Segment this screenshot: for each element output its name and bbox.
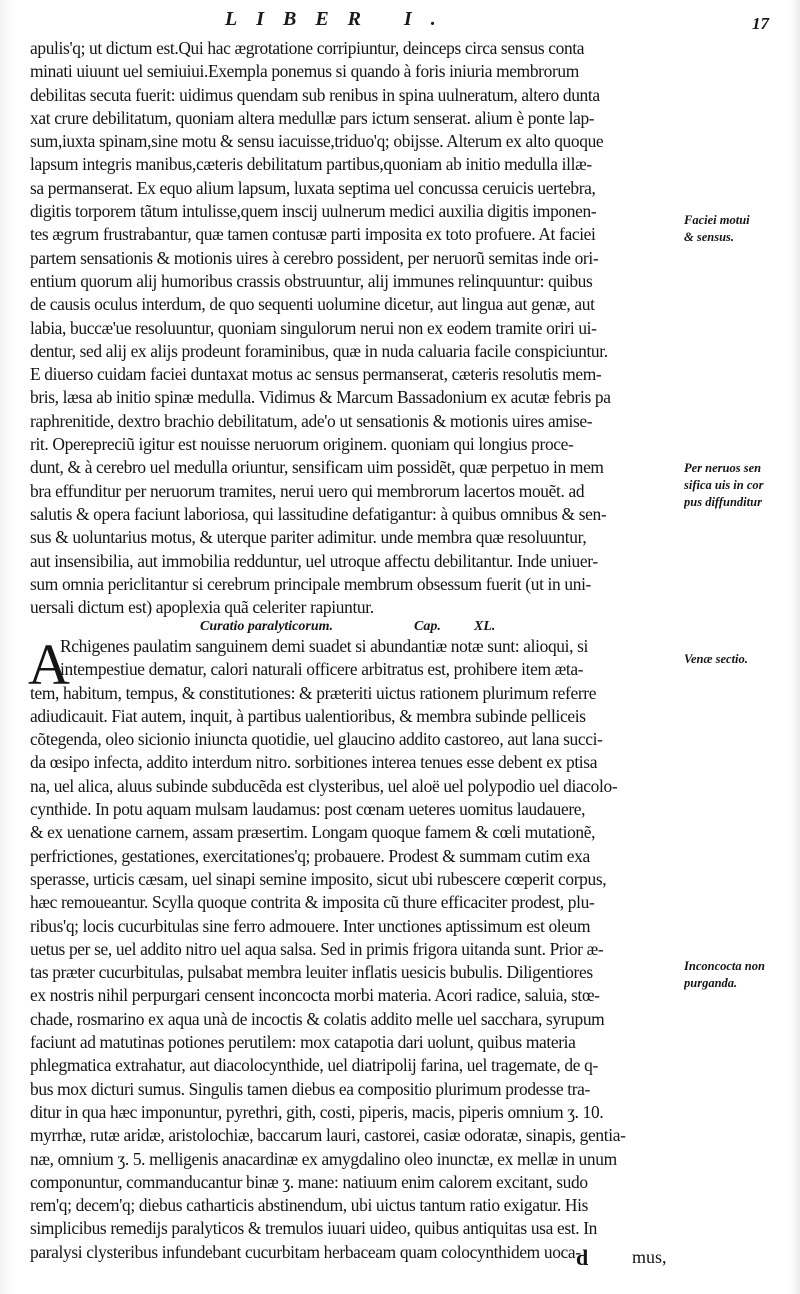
margin-note-line: Venæ sectio. — [684, 652, 748, 666]
text-line: sa permanserat. Ex equo alium lapsum, luxata septima uel concussa ceruicis uertebra, — [30, 177, 596, 198]
margin-note-line: Inconcocta non — [684, 959, 765, 973]
text-line: cynthide. In potu aquam mulsam laudamus: post cœnam ueteres uomitus laudauere, — [30, 799, 586, 820]
text-line: myrrhæ, rutæ aridæ, aristolochiæ, baccarum lauri, castorei, casiæ odoratæ, sinapis, gentia- — [30, 1125, 626, 1146]
text-line: rit. Operepreciũ igitur est nouisse neruorum originem. quoniam qui longius proce- — [30, 434, 574, 455]
text-line: lapsum integris manibus,cæteris debilitatum partibus,quoniam ab initio medulla illæ- — [30, 154, 592, 175]
margin-note-nerui — [684, 460, 796, 511]
margin-note-line: Faciei motui — [684, 213, 750, 227]
margin-note-venae-sectio — [684, 651, 796, 668]
text-line: simplicibus remedijs paralyticos & tremulos iuuari uideo, quibus antiquitas usa est. In — [30, 1218, 598, 1239]
text-line: raphrenitide, dextro brachio debilitatum, ade'o ut sensationis & motionis uires amise- — [30, 410, 593, 431]
text-line: xat crure debilitatum, quoniam altera medullæ pars ictum senserat. alium è ponte lap- — [30, 107, 595, 128]
text-line: sum,iuxta spinam,sine motu & sensu iacuisse,triduo'q; obijsse. Alterum ex alto quoque — [30, 131, 604, 152]
margin-note-line: Per neruos sen — [684, 461, 762, 475]
text-line: uersali dictum est) apoplexia quã celeriter rapiuntur. — [30, 597, 374, 618]
margin-note-inconcocta — [684, 958, 796, 992]
chapter-number: XL. — [474, 619, 496, 634]
margin-note-line: & sensus. — [684, 230, 735, 244]
text-line: debilitas secuta fuerit: uidimus quendam sub renibus in spina uulneratum, altero dunta — [30, 84, 600, 105]
text-line: hæc remoueantur. Scylla quoque contrita & imposita cũ thure efficaciter prodest, plu- — [30, 892, 595, 913]
text-line: E diuerso cuidam faciei duntaxat motus ac sensus permanserat, cæteris resolutis mem- — [30, 364, 602, 385]
text-line: tes ægrum frustrabantur, quæ tamen contusæ parti imposita ex toto profuere. At faciei — [30, 224, 596, 245]
text-line: ditur in qua hæc imponuntur, pyrethri, gith, costi, piperis, macis, piperis omnium ʒ. 10. — [30, 1101, 604, 1122]
text-line: componuntur, commanducantur binæ ʒ. mane: natiuum enim calorem excitant, sudo — [30, 1171, 588, 1192]
page-footer — [0, 1245, 680, 1273]
chapter-cap-label: Cap. — [414, 619, 441, 634]
chapter-title: Curatio paralyticorum. — [200, 619, 334, 634]
text-line: perfrictiones, gestationes, exercitationes'q; probauere. Prodest & summam cutim exa — [30, 845, 590, 866]
text-line: aut insensibilia, aut immobilia redduntur, uel utroque affectu debilitantur. Inde uniuer- — [30, 550, 598, 571]
folio-number: 17 — [752, 14, 769, 33]
catchword: mus, — [632, 1247, 667, 1267]
text-line: næ, omnium ʒ. 5. melligenis anacardinæ ex amygdalino oleo inunctæ, ex mellæ in unum — [30, 1148, 617, 1169]
margin-note-line: purganda. — [684, 976, 738, 990]
text-line: salutis & opera faciunt laboriosa, qui lassitudine defatigantur: à quibus omnibus & sen- — [30, 503, 607, 524]
text-line: dunt, & à cerebro uel medulla oriuntur, sensificam uim possidẽt, quæ perpetuo in mem — [30, 457, 604, 478]
text-line: cõtegenda, oleo sicionio iniuncta quotidie, uel glaucino addito castoreo, aut lana succi- — [30, 729, 603, 750]
running-title: LIBER I. — [225, 8, 455, 30]
text-line: rem'q; decem'q; diebus catharticis abstinendum, ubi uictus tantum ratio exigatur. His — [30, 1195, 588, 1216]
text-line: adiudicauit. Fiat autem, inquit, à partibus ualentioribus, & membra subinde pelliceis — [30, 705, 586, 726]
text-line: intempestiue dematur, calori naturali officere arbitratus est, prohibere item æta- — [60, 659, 584, 680]
text-line: chade, rosmarino ex aqua unà de incoctis & colatis addito melle uel sacchara, syrupum — [30, 1008, 605, 1029]
text-line: sum omnia periclitantur si cerebrum principale membrum obsessum fuerit (ut in uni- — [30, 573, 591, 594]
page-header — [0, 2, 800, 32]
text-line: sperasse, urticis cæsam, uel sinapi semine imposito, sicut ubi rubescere cœperit corpus, — [30, 868, 607, 889]
text-block-bottom — [28, 632, 680, 1270]
text-line: de causis oculus interdum, de quo sequenti uolumine dicetur, aut lingua aut genæ, aut — [30, 294, 595, 315]
text-line: da œsipo infecta, addito interdum nitro. sorbitiones interea tenues esse debent ex ptisa — [30, 752, 598, 773]
text-line: ribus'q; locis cucurbitulas sine ferro admouere. Inter unctiones aptissimum est oleum — [30, 915, 591, 936]
text-line: apulis'q; ut dictum est.Qui hac ægrotatione corripiuntur, deinceps circa sensus conta — [30, 38, 585, 58]
text-line: minati uiuunt uel semiuiui.Exempla ponemus si quando à foris iniuria membrorum — [30, 61, 579, 82]
margin-note-faciei — [684, 212, 796, 246]
text-line: na, uel alica, aluus subinde subducẽda est clysteribus, uel aloë uel polypodio uel diacolo- — [30, 775, 618, 796]
text-line: tas præter cucurbitulas, pulsabat membra leuiter inflatis uesicis bubulis. Diligentiores — [30, 962, 593, 983]
text-line: digitis torporem tãtum intulisse,quem inscij uulnerum medici auxilia digitis imponen- — [30, 201, 597, 222]
text-line: bus mox dicturi sumus. Singulis tamen diebus ea compositio plurimum prodesse tra- — [30, 1078, 590, 1099]
text-line: dentur, sed alij ex alijs prodeunt foraminibus, quæ in nuda caluaria facile conspiciuntur. — [30, 340, 608, 361]
margin-note-line: sifica uis in cor — [684, 478, 764, 492]
text-line: paralysi clysteribus infundebant cucurbitam herbaceam quam colocynthidem uoca- — [30, 1241, 581, 1262]
margin-note-line: pus diffunditur — [684, 495, 762, 509]
text-line: ex nostris nihil perpurgari censent inconcocta morbi materia. Acori radice, saluia, stœ- — [30, 985, 600, 1006]
text-line: partem sensationis & motionis uires à cerebro possident, per neruorũ semitas inde ori- — [30, 247, 599, 268]
drop-capital: A — [28, 632, 70, 697]
text-line: tem, habitum, tempus, & constitutiones: & præteriti uictus rationem plurimum referre — [30, 682, 597, 703]
text-block-top — [30, 37, 680, 617]
text-line: bra effunditur per neruorum tramites, nerui uero qui membrorum lacertos mouẽt. ad — [30, 480, 585, 501]
text-line: entium quorum alij humoribus crassis obstruuntur, alij immunes relinquuntur: quibus — [30, 270, 593, 291]
text-line: sus & uoluntarius motus, & uterque pariter adimitur. unde membra quæ resoluuntur, — [30, 527, 587, 548]
text-line: bris, læsa ab initio spinæ medulla. Vidimus & Marcum Bassadonium ex acutæ febris pa — [30, 387, 611, 408]
text-line: & ex uenatione carnem, assam præsertim. Longam quoque famem & cœli mutationẽ, — [30, 822, 596, 843]
text-line: labia, buccæ'ue resoluuntur, quoniam singulorum nerui non ex eodem tramite oriri ui- — [30, 317, 597, 338]
signature-mark: d — [576, 1245, 589, 1270]
text-line: faciunt ad matutinas potiones perutilem: mox catapotia dari uolunt, quibus materia — [30, 1032, 576, 1053]
text-line: uetus per se, uel addito nitro uel aqua salsa. Sed in primis frigora uitanda sunt. Prior æ- — [30, 938, 604, 959]
text-line: Rchigenes paulatim sanguinem demi suadet si abundantiæ notæ sunt: alioqui, si — [60, 636, 589, 656]
text-line: phlegmatica extrahatur, aut diacolocynthide, uel diatripolij farina, uel tragemate, de q- — [30, 1055, 598, 1076]
